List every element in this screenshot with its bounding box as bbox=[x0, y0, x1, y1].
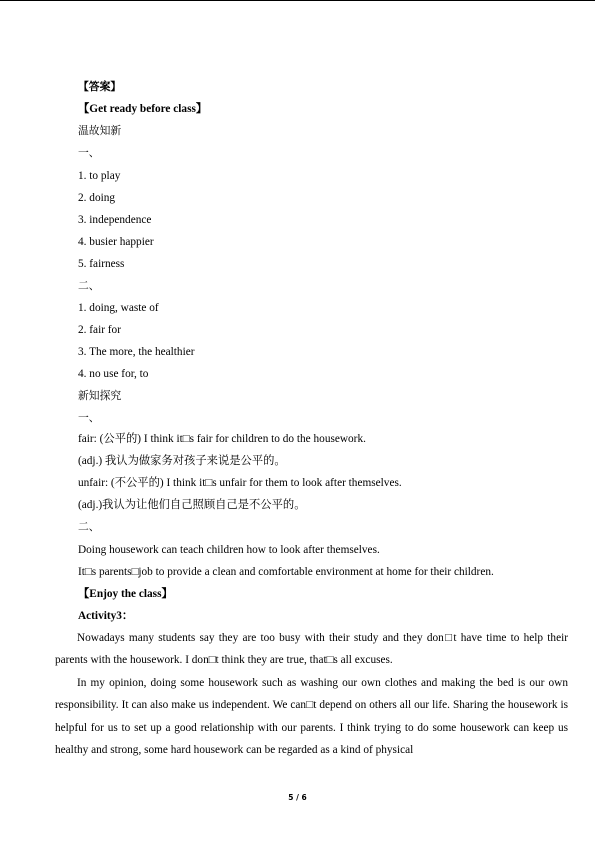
new-part1-heading: 一、 bbox=[78, 411, 100, 424]
paragraph: Nowadays many students say they are too busy with their study and they don□t have time to help their parents with the housework. I don□t think they are true, that□s all excuses. bbox=[55, 632, 568, 667]
answer-heading: 【答案】 bbox=[78, 80, 122, 93]
new-part2-heading: 二、 bbox=[78, 520, 100, 533]
vocab-line: (adj.)我认为让他们自己照顾自己是不公平的。 bbox=[78, 499, 306, 511]
list-item: 1. to play bbox=[78, 170, 121, 182]
new-knowledge-heading: 新知探究 bbox=[78, 389, 122, 402]
list-item: 2. doing bbox=[78, 192, 116, 204]
list-item: 4. no use for, to bbox=[78, 368, 149, 380]
list-item: 3. The more, the healthier bbox=[78, 346, 195, 358]
activity-heading: Activity3： bbox=[78, 610, 134, 622]
sentence-line: Doing housework can teach children how to look after themselves. bbox=[78, 544, 380, 556]
part1-heading: 一、 bbox=[78, 146, 100, 159]
vocab-line: (adj.) 我认为做家务对孩子来说是公平的。 bbox=[78, 455, 286, 467]
page-number: 5 / 6 bbox=[288, 793, 307, 802]
list-item: 3. independence bbox=[78, 214, 152, 226]
header-rule bbox=[0, 0, 595, 1]
sentence-line: It□s parents□job to provide a clean and comfortable environment at home for their children. bbox=[78, 566, 494, 578]
paragraph: In my opinion, doing some housework such as washing our own clothes and making the bed is our own responsibility. It can also make us independent. We can□t depend on others all our life. Sharing the housework is helpful for us to set up a good relationship with our parents. I think trying to do some housework can keep us healthy and strong, some hard housework can be regarded as a kind of physical bbox=[55, 677, 568, 756]
list-item: 5. fairness bbox=[78, 258, 125, 270]
section-heading-enjoy-class: 【Enjoy the class】 bbox=[78, 588, 173, 600]
list-item: 2. fair for bbox=[78, 324, 121, 336]
list-item: 4. busier happier bbox=[78, 236, 154, 248]
list-item: 1. doing, waste of bbox=[78, 302, 159, 314]
section-heading-get-ready: 【Get ready before class】 bbox=[78, 103, 208, 115]
part2-heading: 二、 bbox=[78, 279, 100, 292]
review-heading: 温故知新 bbox=[78, 124, 122, 137]
vocab-line: unfair: (不公平的) I think it□s unfair for them to look after themselves. bbox=[78, 477, 402, 489]
vocab-line: fair: (公平的) I think it□s fair for children to do the housework. bbox=[78, 433, 366, 445]
